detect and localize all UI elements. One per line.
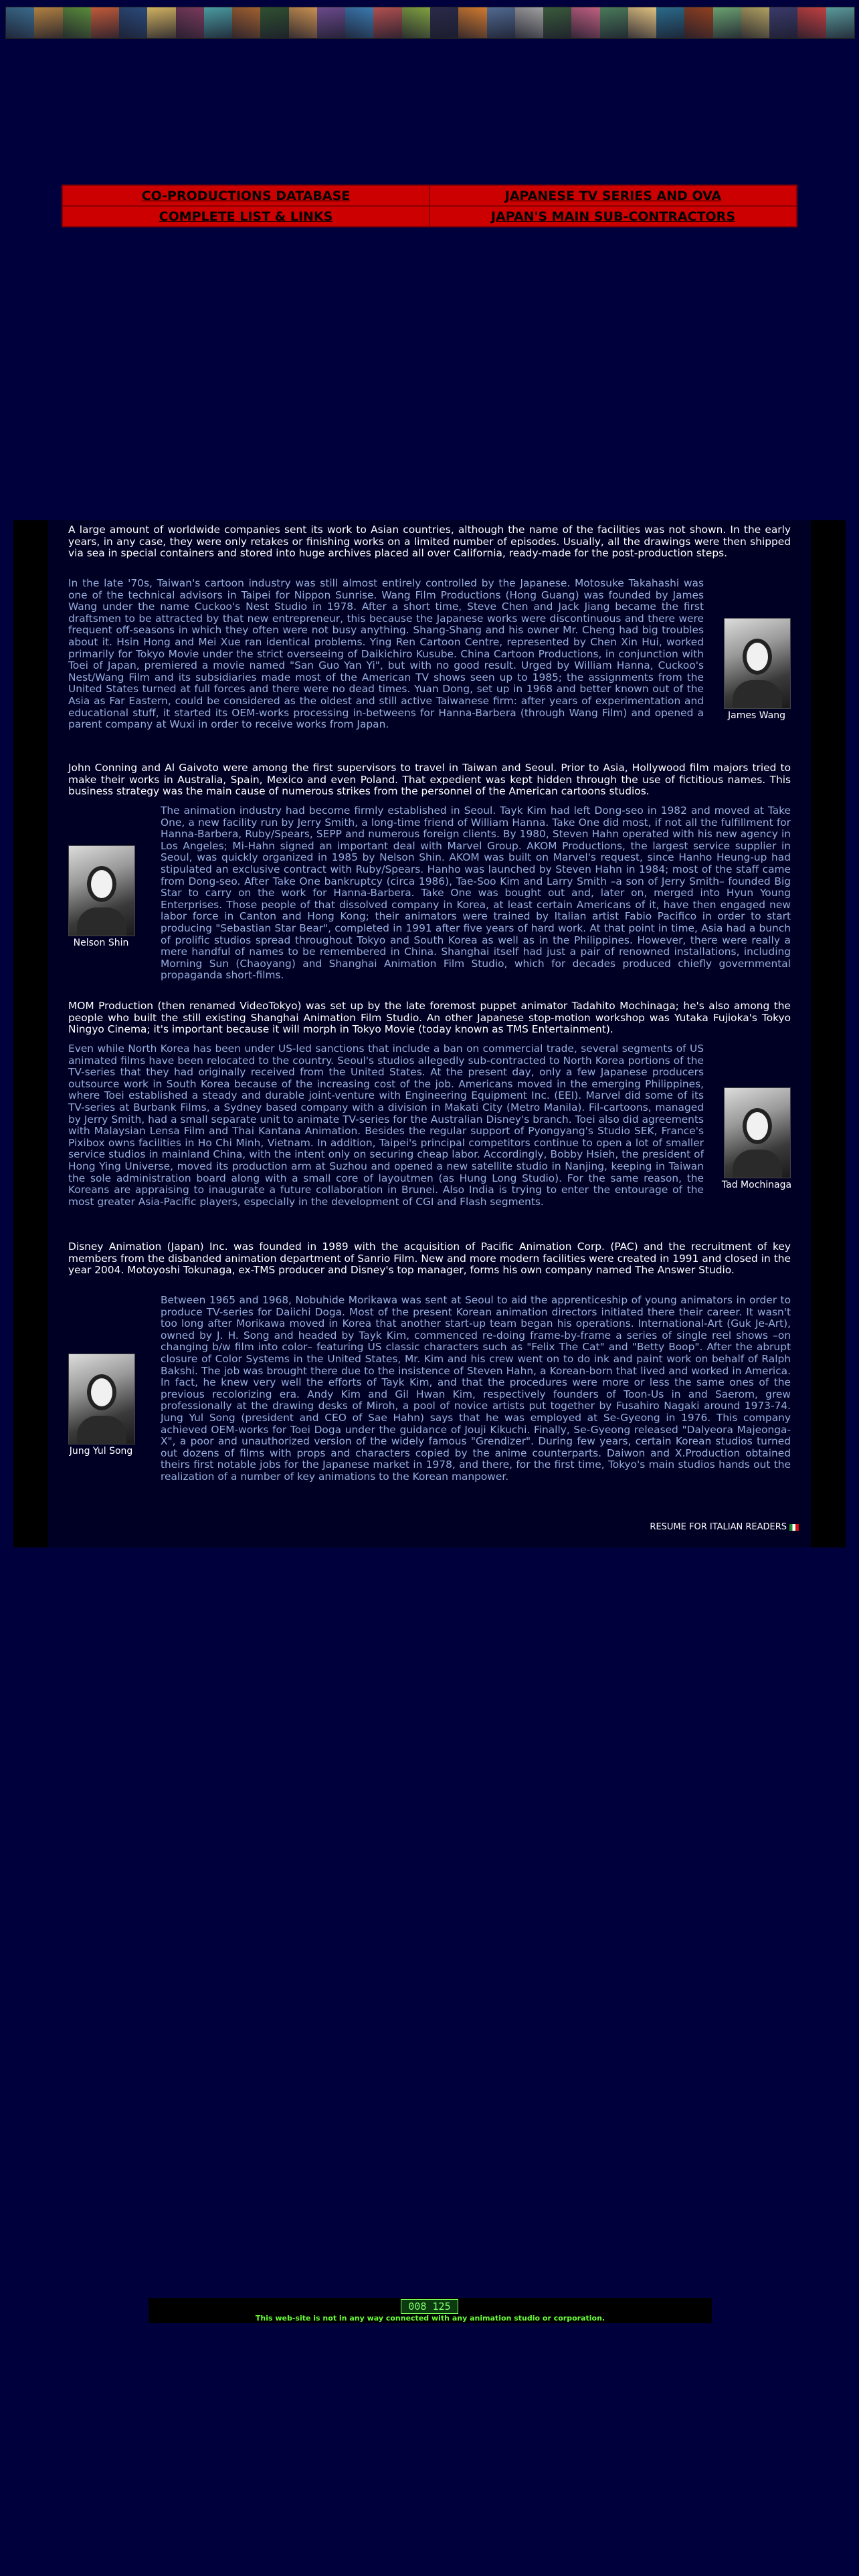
banner-tile	[600, 7, 628, 38]
banner-tile	[656, 7, 684, 38]
jung-yul-song-photo	[68, 1354, 135, 1444]
banner-tile	[684, 7, 712, 38]
article-panel	[48, 520, 811, 1547]
supervisors-paragraph: John Conning and Al Gaivoto were among the first supervisors to travel in Taiwan and Seoul. Prior to Asia, Hollywood film majors tried to make their works in Australia, Spain, Mexico and even Poland. That expedient was kept hidden through the use of fictitious names. This business strategy was the main cause of numerous strikes from the personnel of the American cartoons studios.	[68, 762, 791, 798]
intro-paragraph: A large amount of worldwide companies sent its work to Asian countries, although the name of the facilities was not shown. In the early years, in any case, they were only retakes or finishing works on a limited number of episodes. Usually, all the drawings were then shipped via sea in special containers and stored into huge archives placed all over California, ready-made for the post-production steps.	[68, 524, 791, 560]
footer-disclaimer: This web-site is not in any way connected with any animation studio or corporation.	[255, 2314, 605, 2323]
banner-tile	[63, 7, 91, 38]
coproductions-link[interactable]: CO-PRODUCTIONS DATABASE	[141, 188, 351, 203]
banner-tile	[487, 7, 515, 38]
banner-tile	[402, 7, 430, 38]
nav-cell-complete-list	[62, 206, 430, 227]
banner-tile	[260, 7, 288, 38]
banner-tile	[91, 7, 119, 38]
taiwan-paragraph: In the late '70s, Taiwan's cartoon industry was still almost entirely controlled by the Japanese. Motosuke Takahashi was one of the technical advisors in Taipei for Nippon Sunrise. Wang Film Productions (Hong Guang) was founded by James Wang under the name Cuckoo's Nest Studio in 1978. After a short time, Steve Chen and Jack Jiang became the first draftsmen to be attracted by that new entrepreneur, this because the Japanese works were discontinuous and there were frequent off-seasons in which they often were not busy anything. Shang-Shang and his owner Mr. Cheng had big troubles about it. Hsin Hong and Mei Xue ran identical problems. Ying Ren Cartoon Centre, represented by Chen Xin Hui, worked primarily for Tokyo Movie under the strict overseeing of Daikichiro Kusube. China Cartoon Productions, in conjunction with Toei of Japan, premiered a movie named "San Guo Yan Yi", but with no good result. Urged by William Hanna, Cuckoo's Nest/Wang Film and its subsidiaries made most of the American TV shows seen up to 1985; the assignments from the United States turned at full forces and there were no dead times. Yuan Dong, set up in 1968 and better known out of the Asia as Far Eastern, could be considered as the oldest and still active Taiwanese firm: after years of experimentation and educational stuff, it started its OEM-works processing in-betweens for Hanna-Barbera (through Wang Film) and opened a parent company at Wuxi in order to receive works from Japan.	[68, 577, 704, 731]
banner-tile	[345, 7, 373, 38]
banner-tile	[289, 7, 317, 38]
mom-production-paragraph: MOM Production (then renamed VideoTokyo) was set up by the late foremost puppet animator Tadahito Mochinaga; he's also among the people who built the still existing Shanghai Animation Film Studio. An other Japanese stop-motion workshop was Yutaka Fujioka's Tokyo Ningyo Cinema; it's important because it will morph in Tokyo Movie (today known as TMS Entertainment).	[68, 1000, 791, 1036]
italian-resume-link[interactable]	[650, 1522, 799, 1532]
banner-tile	[176, 7, 204, 38]
banner-tile	[713, 7, 741, 38]
article-container	[13, 520, 846, 1547]
tad-mochinaga-caption: Tad Mochinaga	[721, 1180, 792, 1190]
banner-tile	[797, 7, 826, 38]
james-wang-caption: James Wang	[728, 710, 785, 721]
banner-tile	[317, 7, 345, 38]
italian-flag-icon	[789, 1524, 799, 1531]
nelson-shin-photo	[68, 845, 135, 936]
banner-tile	[34, 7, 62, 38]
nelson-shin-caption: Nelson Shin	[73, 938, 129, 948]
banner-tile	[515, 7, 543, 38]
nav-table	[62, 185, 797, 227]
banner-tile	[204, 7, 232, 38]
complete-list-link[interactable]: COMPLETE LIST & LINKS	[159, 209, 333, 224]
north-korea-paragraph: Even while North Korea has been under US-led sanctions that include a ban on commercial trade, several segments of US animated films have been relocated to the country. Seoul's studios allegedly sub-contracted to North Korea portions of the TV-series that they had originally received from the United States. At the present day, only a few Japanese producers outsource work in South Korea because of the increasing cost of the job. Americans moved in the emerging Philippines, where Toei established a steady and durable joint-venture with Engineering Equipment Inc. (EEI). Marvel did some of its TV-series at Burbank Films, a Sydney based company with a division in Makati City (Metro Manila). Fil-cartoons, managed by Jerry Smith, had a small separate unit to animate TV-series for the Australian Disney's branch. Toei also did agreements with Malaysian Lensa Film and Thai Kantana Animation. Besides the regular support of Pyongyang's Studio SEK, France's Pixibox owns facilities in Ho Chi Minh, Vietnam. In addition, Taipei's principal competitors continue to open a lot of smaller service studios in mainland China, with the intent only on securing cheap labor. Accordingly, Bobby Hsieh, the president of Hong Ying Universe, moved its production arm at Suzhou and opened a new satellite studio in Nanjing, keeping in Taiwan the sole administration board along with a small core of layoutmen (as Hung Long Studio). For the same reason, the Koreans are appraising to inaugurate a future collaboration in Brunei. Also India is trying to enter the entourage of the most greater Asia-Pacific players, especially in the development of CGI and Flash segments.	[68, 1043, 704, 1208]
banner-tile	[826, 7, 854, 38]
subcontractors-link[interactable]: JAPAN'S MAIN SUB-CONTRACTORS	[490, 209, 736, 224]
visit-counter: 008 125	[401, 2299, 458, 2314]
italian-resume-label: RESUME FOR ITALIAN READERS	[650, 1522, 787, 1532]
morikawa-paragraph: Between 1965 and 1968, Nobuhide Morikawa was sent at Seoul to aid the apprenticeship of young animators in order to produce TV-series for Daiichi Doga. Most of the present Korean animation directors initiated there their career. It wasn't too long after Morikawa moved in Korea that another start-up team began his operations. International-Art (Guk Je-Art), owned by J. H. Song and headed by Tayk Kim, commenced re-doing frame-by-frame a series of single reel shows –on changing b/w film into color– featuring US classic characters such as "Felix The Cat" and "Betty Boop". After the abrupt closure of Color Systems in the United States, Mr. Kim and his crew went on to do ink and paint work on behalf of Ralph Bakshi. The job was brought there due to the insistence of Steven Hahn, a Korean-born that lived and worked in America. In fact, he knew very well the efforts of Tayk Kim, and that the procedures were more or less the same ones of the previous recolorizing era. Andy Kim and Gil Hwan Kim, respectively founders of Toon-Us in and Saerom, grew professionally at the drawing desks of Miroh, a pool of novice artists put together by Fusahiro Nagaki around 1973-74. Jung Yul Song (president and CEO of Sae Hahn) says that he was employed at Se-Gyeong in 1976. This company achieved OEM-works for Toei Doga under the guidance of Jouji Kikuchi. Finally, Se-Gyeong released "Dalyeora Majeonga-X", a poor and unauthorized version of the widely famous "Grendizer". During few years, certain Korean studios turned out dozens of films with props and characters copied by the anime counterparts. Daiwon and X.Production obtained theirs first notable jobs for the Japanese market in 1978, and there, for the first time, Tokyo's main studios hands out the realization of a number of key animations to the Korean manpower.	[161, 1294, 791, 1483]
nav-cell-subcontractors	[430, 206, 797, 227]
banner-tile	[373, 7, 401, 38]
disney-japan-paragraph: Disney Animation (Japan) Inc. was founded in 1989 with the acquisition of Pacific Animation Corp. (PAC) and the recruitment of key members from the disbanded animation department of Sanrio Film. New and more modern facilities were created in 1991 and closed in the year 2004. Motoyoshi Tokunaga, ex-TMS producer and Disney's top manager, forms his own company named The Answer Studio.	[68, 1241, 791, 1277]
nav-cell-coproductions	[62, 185, 430, 206]
nav-cell-japanese-tv	[430, 185, 797, 206]
banner-tile	[119, 7, 147, 38]
japanese-tv-link[interactable]: JAPANESE TV SERIES AND OVA	[504, 188, 722, 203]
banner-tile	[543, 7, 571, 38]
seoul-paragraph: The animation industry had become firmly established in Seoul. Tayk Kim had left Dong-seo in 1982 and moved at Take One, a new facility run by Jerry Smith, a long-time friend of William Hanna. Take One did most, if not all the fulfillment for Hanna-Barbera, Ruby/Spears, SEPP and numerous foreign clients. By 1980, Steven Hahn operated with his new agency in Los Angeles; Mi-Hahn signed an important deal with Marvel Group. AKOM Productions, the largest service supplier in Seoul, was quickly organized in 1985 by Nelson Shin. AKOM was built on Marvel's request, since Hanho Heung-up had stipulated an exclusive contract with Ruby/Spears. Hanho was launched by Steven Hahn in 1984; most of the staff came from Dong-seo. After Take One bankruptcy (circa 1986), Tae-Soo Kim and Larry Smith –a son of Jerry Smith– founded Big Star to carry on the work for Hanna-Barbera. Take One was bought out and, later on, merged into Hyun Young Enterprises. Those people of that dissolved company in Korea, at least certain Americans of it, have then engaged new labor force in Canton and Hong Kong; their animators were trained by Italian artist Fabio Pacifico in order to start producing "Sebastian Star Bear", completed in 1991 after five years of hard work. At that point in time, Asia had a bunch of prolific studios spread throughout Tokyo and South Korea as well as in the Philippines. However, there were really a mere handful of names to be remembered in China. Shanghai itself had just a pair of renowned installations, including Morning Sun (Chaoyang) and Shanghai Animation Film Studio, which for decades produced chiefly governmental propaganda short-films.	[161, 804, 791, 982]
banner-strip	[5, 7, 855, 39]
footer-bar	[149, 2298, 712, 2323]
james-wang-photo	[724, 618, 791, 709]
banner-tile	[232, 7, 260, 38]
jung-yul-song-caption: Jung Yul Song	[69, 1446, 133, 1457]
banner-tile	[6, 7, 34, 38]
banner-tile	[769, 7, 797, 38]
tad-mochinaga-photo	[724, 1087, 791, 1178]
banner-tile	[571, 7, 599, 38]
banner-tile	[430, 7, 458, 38]
banner-tile	[458, 7, 486, 38]
banner-tile	[628, 7, 656, 38]
banner-tile	[147, 7, 175, 38]
banner-tile	[741, 7, 769, 38]
